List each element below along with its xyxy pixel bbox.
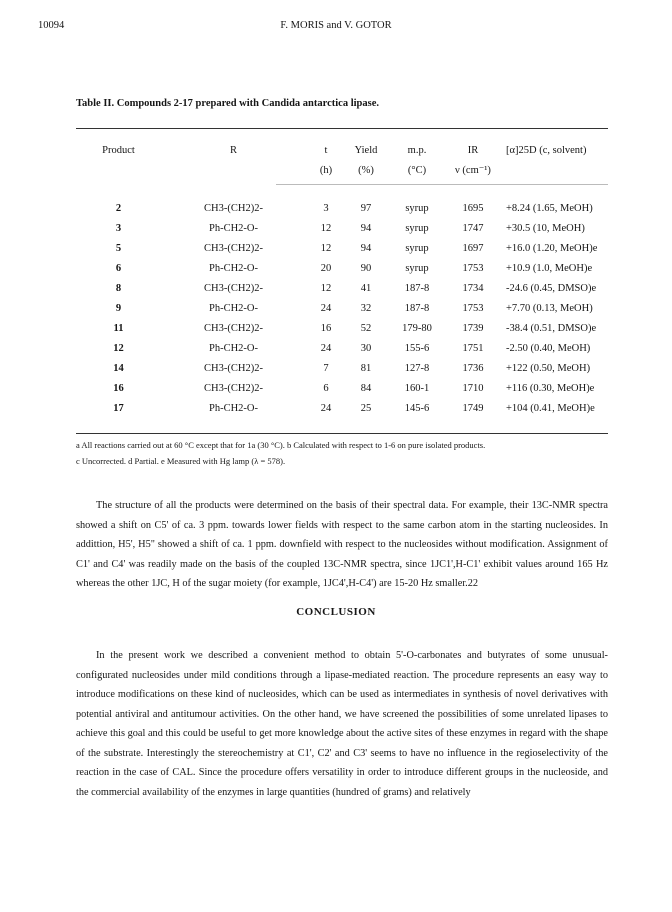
cell-r: CH3-(CH2)2- [204, 242, 263, 254]
cell-r: Ph-CH2-O- [209, 302, 258, 314]
cell-ir: 1710 [462, 382, 484, 394]
unit-ir: ν (cm⁻¹) [455, 165, 491, 176]
cell-r: CH3-(CH2)2- [204, 322, 263, 334]
cell-t: 12 [320, 222, 332, 234]
cell-product: 5 [115, 242, 122, 254]
table-row [76, 338, 608, 358]
running-header [0, 20, 672, 36]
cell-t: 6 [323, 382, 329, 394]
cell-rot: -38.4 (0.51, DMSO)e [506, 322, 597, 334]
cell-rot: +10.9 (1.0, MeOH)e [506, 262, 593, 274]
cell-mp: 187-8 [404, 282, 430, 294]
cell-ir: 1747 [462, 222, 484, 234]
header-separator-rule [276, 184, 608, 185]
cell-yield: 52 [360, 322, 372, 334]
cell-ir: 1739 [462, 322, 484, 334]
cell-t: 24 [320, 342, 332, 354]
body-paragraph-2 [76, 646, 608, 802]
cell-mp: 145-6 [404, 402, 430, 414]
cell-product: 12 [113, 342, 124, 354]
cell-r: CH3-(CH2)2- [204, 382, 263, 394]
cell-ir: 1753 [462, 262, 484, 274]
cell-yield: 94 [360, 222, 372, 234]
cell-yield: 25 [360, 402, 372, 414]
cell-product: 9 [115, 302, 122, 314]
cell-t: 12 [320, 282, 332, 294]
cell-rot: +122 (0.50, MeOH) [506, 362, 591, 374]
header-ir: IR [467, 144, 479, 156]
cell-rot: +8.24 (1.65, MeOH) [506, 202, 593, 214]
table-row [76, 298, 608, 318]
cell-yield: 30 [360, 342, 372, 354]
cell-rot: +116 (0.30, MeOH)e [506, 382, 595, 394]
cell-ir: 1751 [462, 342, 484, 354]
cell-product: 11 [113, 322, 124, 334]
cell-mp: syrup [405, 262, 429, 274]
table-unit-row [76, 160, 608, 180]
unit-yield: (%) [358, 164, 374, 176]
cell-mp: 127-8 [404, 362, 430, 374]
paragraph-text: The structure of all the products were determined on the basis of their spectral data. For example, their 13C-NMR spectra showed a shift on C5' of ca. 3 ppm. towards lower fields with respect to the same carbon atom in the starting nucleosides. In addittion, H5', H5" showed a shift of ca. 1 ppm. downfield with respect to the nucleosides without modification. Assignment of C1' and C4' was readily made on the basis of the coupled 13C-NMR spectra, since 1JC1',H-C1' exhibit values around 165 Hz whereas the other 1JC, H of the sugar moiety (for example, 1JC4',H-C4') are 15-20 Hz smaller.22 [76, 500, 608, 589]
cell-mp: 179-80 [402, 322, 432, 334]
header-yield: Yield [354, 144, 378, 156]
page-number: 10094 [38, 20, 65, 31]
cell-mp: syrup [405, 222, 429, 234]
cell-product: 2 [115, 202, 122, 214]
cell-product: 16 [113, 382, 124, 394]
cell-rot: +7.70 (0.13, MeOH) [506, 302, 593, 314]
cell-r: CH3-(CH2)2- [204, 202, 263, 214]
cell-r: Ph-CH2-O- [209, 222, 258, 234]
header-t: t [324, 144, 328, 156]
table-row [76, 398, 608, 418]
cell-t: 3 [323, 202, 329, 214]
cell-ir: 1697 [462, 242, 484, 254]
cell-t: 24 [320, 302, 332, 314]
running-authors: F. MORIS and V. GOTOR [280, 20, 392, 31]
cell-product: 3 [115, 222, 122, 234]
header-product: Product [102, 144, 135, 156]
cell-product: 17 [113, 402, 124, 414]
results-table [76, 140, 608, 418]
cell-product: 14 [113, 362, 124, 374]
cell-rot: -2.50 (0.40, MeOH) [506, 342, 591, 354]
cell-yield: 81 [360, 362, 372, 374]
footnote-1: a All reactions carried out at 60 °C except that for 1a (30 °C). b Calculated with respect to 1-6 on pure isolated products. [76, 440, 486, 450]
table-header-row [76, 140, 608, 160]
table-row [76, 238, 608, 258]
table-body [76, 198, 608, 418]
cell-t: 20 [320, 262, 332, 274]
cell-mp: syrup [405, 202, 429, 214]
header-mp: m.p. [407, 144, 427, 156]
table-top-rule [76, 128, 608, 129]
cell-r: Ph-CH2-O- [209, 342, 258, 354]
cell-r: Ph-CH2-O- [209, 402, 258, 414]
cell-r: CH3-(CH2)2- [204, 362, 263, 374]
cell-mp: 155-6 [404, 342, 430, 354]
table-row [76, 218, 608, 238]
cell-ir: 1736 [462, 362, 484, 374]
table-row [76, 318, 608, 338]
cell-t: 16 [320, 322, 332, 334]
table-bottom-rule [76, 433, 608, 434]
table-row [76, 378, 608, 398]
paragraph-text: In the present work we described a convenient method to obtain 5'-O-carbonates and butyrates of some unusual-configurated nucleosides under mild conditions through a lipase-mediated reaction. The procedure represents an easy way to introduce modifications on these kind of nucleosides, which can be used as intermediates in synthesis of novel derivatives with potential antiviral and antitumour activities. On the other hand, we have screened the possibilities of some unrelated lipases to achieve this goal and this could be useful to get more knowledge about the active sites of these enzymes in regard with the shape of the substrate. Interestingly the stereochemistry at C1', C2' and C3' seems to have no influence in the regioselectivity of the reaction in the case of CAL. Since the procedure offers versatility in order to introduce different groups in the nucleoside, and the commercial availability of the enzymes in large quantities (hundred of grams) and relatively [76, 650, 608, 798]
cell-product: 6 [115, 262, 122, 274]
cell-product: 8 [115, 282, 122, 294]
body-paragraph-1 [76, 496, 608, 594]
cell-rot: +104 (0.41, MeOH)e [506, 402, 595, 414]
cell-t: 7 [323, 362, 329, 374]
cell-yield: 84 [360, 382, 372, 394]
cell-rot: +30.5 (10, MeOH) [506, 222, 585, 234]
footnote-2: c Uncorrected. d Partial. e Measured with Hg lamp (λ = 578). [76, 456, 286, 466]
header-rotation: [α]25D (c, solvent) [506, 144, 587, 156]
unit-t: (h) [319, 164, 333, 176]
cell-mp: syrup [405, 242, 429, 254]
cell-rot: +16.0 (1.20, MeOH)e [506, 242, 598, 254]
cell-yield: 94 [360, 242, 372, 254]
cell-ir: 1734 [462, 282, 484, 294]
cell-r: Ph-CH2-O- [209, 262, 258, 274]
cell-t: 24 [320, 402, 332, 414]
cell-rot: -24.6 (0.45, DMSO)e [506, 282, 597, 294]
cell-mp: 160-1 [404, 382, 430, 394]
table-row [76, 358, 608, 378]
table-caption: Table II. Compounds 2-17 prepared with Candida antarctica lipase. [76, 98, 379, 109]
cell-yield: 41 [360, 282, 372, 294]
cell-ir: 1753 [462, 302, 484, 314]
cell-t: 12 [320, 242, 332, 254]
cell-ir: 1749 [462, 402, 484, 414]
cell-ir: 1695 [462, 202, 484, 214]
section-heading-conclusion: CONCLUSION [296, 606, 376, 618]
cell-mp: 187-8 [404, 302, 430, 314]
cell-yield: 97 [360, 202, 372, 214]
table-row [76, 198, 608, 218]
table-row [76, 278, 608, 298]
table-row [76, 258, 608, 278]
cell-yield: 32 [360, 302, 372, 314]
cell-r: CH3-(CH2)2- [204, 282, 263, 294]
header-r: R [229, 144, 237, 156]
unit-mp: (°C) [407, 164, 427, 176]
cell-yield: 90 [360, 262, 372, 274]
